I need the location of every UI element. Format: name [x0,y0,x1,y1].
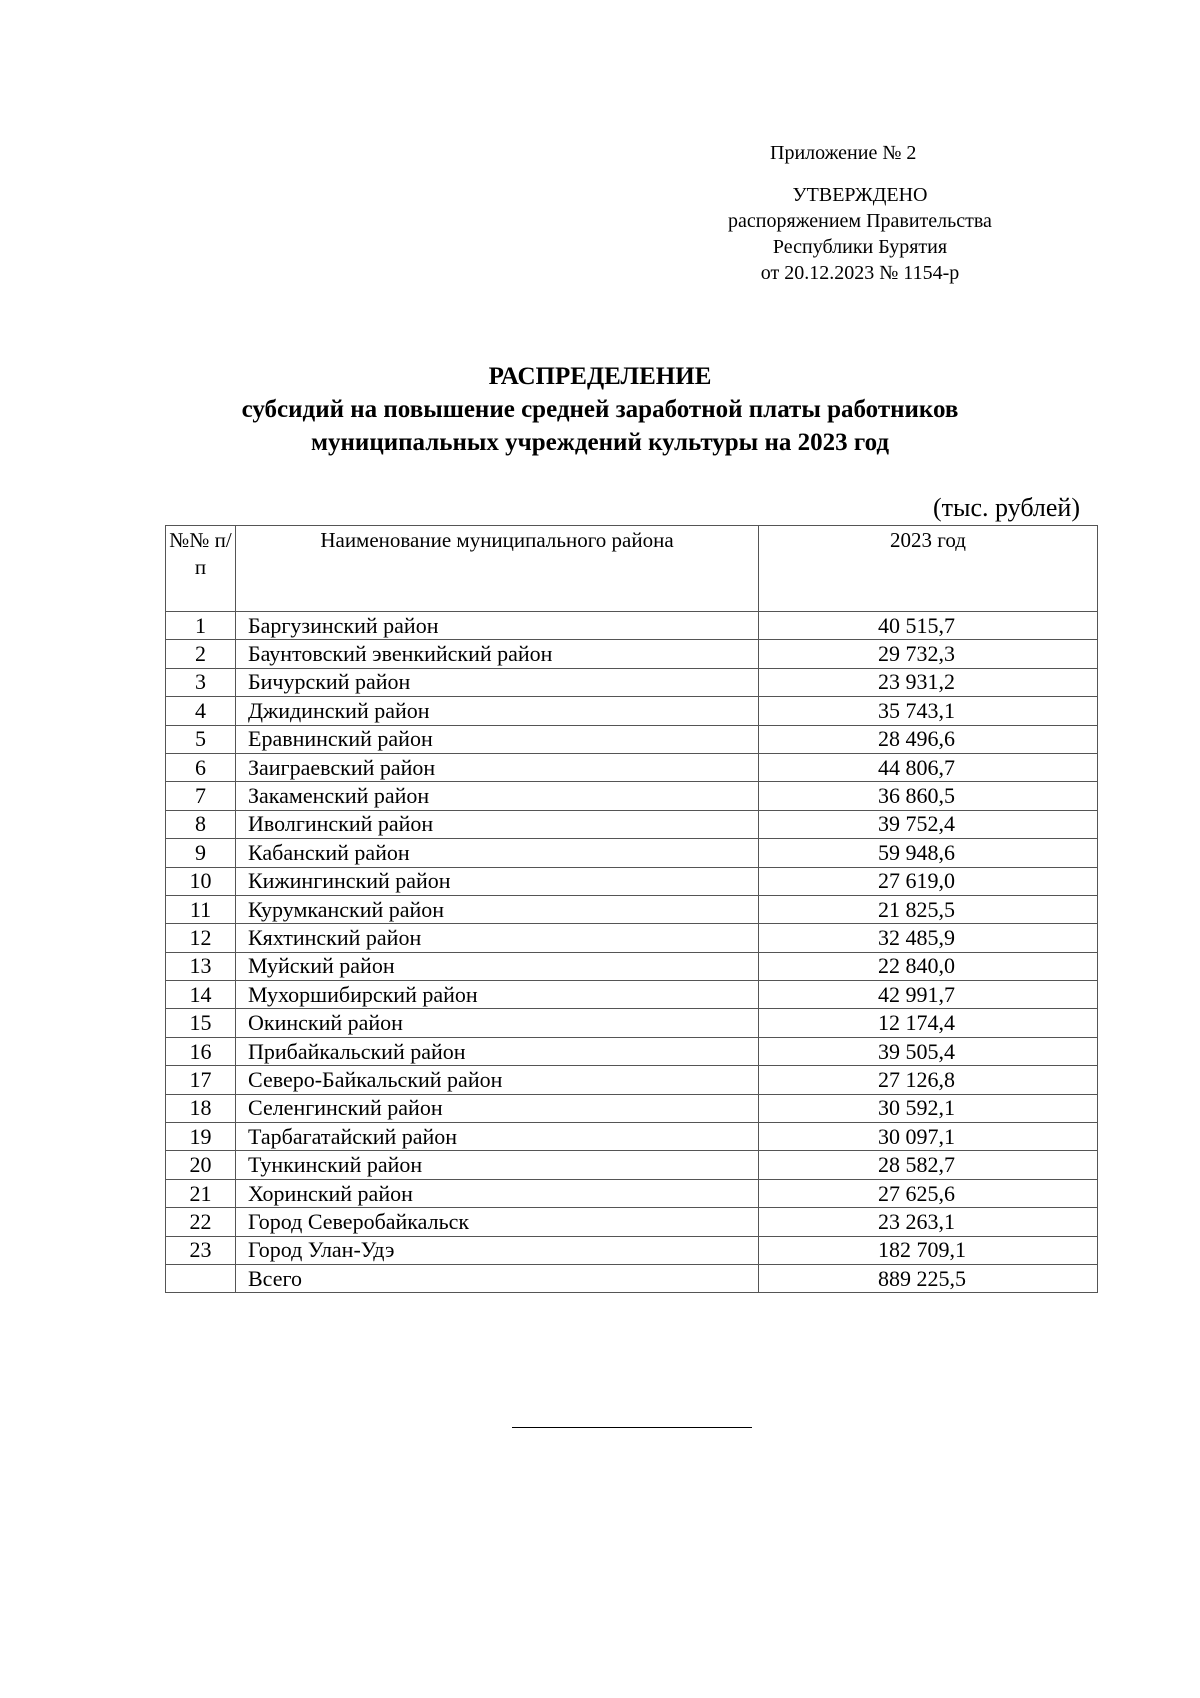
table-row [166,668,1098,696]
table-row [166,1094,1098,1122]
appendix-number: Приложение № 2 [770,142,917,164]
row-number: 16 [166,1037,236,1065]
row-number: 20 [166,1151,236,1179]
row-number: 22 [166,1208,236,1236]
subsidy-value: 28 496,6 [759,725,1098,753]
subsidy-value: 12 174,4 [759,1009,1098,1037]
district-name: Баргузинский район [236,612,759,640]
subsidy-value: 182 709,1 [759,1236,1098,1264]
subsidy-value: 39 505,4 [759,1037,1098,1065]
subsidy-value: 30 097,1 [759,1123,1098,1151]
row-number: 4 [166,697,236,725]
document-title [150,360,1050,459]
row-number: 5 [166,725,236,753]
subsidy-value: 30 592,1 [759,1094,1098,1122]
subsidy-value: 39 752,4 [759,810,1098,838]
district-name: Тункинский район [236,1151,759,1179]
total-number [166,1264,236,1292]
table-row [166,1066,1098,1094]
title-line: муниципальных учреждений культуры на 2023 год [310,429,890,456]
total-row [166,1264,1098,1292]
table-row [166,867,1098,895]
table-header-row [166,526,1098,612]
table-row [166,1123,1098,1151]
district-name: Иволгинский район [236,810,759,838]
row-number: 3 [166,668,236,696]
subsidy-value: 42 991,7 [759,981,1098,1009]
row-number: 14 [166,981,236,1009]
row-number: 8 [166,810,236,838]
header-year: 2023 год [759,526,1098,612]
table-row [166,1236,1098,1264]
units-note: (тыс. рублей) [932,493,1080,522]
row-number: 23 [166,1236,236,1264]
subsidy-value: 44 806,7 [759,753,1098,781]
district-name: Прибайкальский район [236,1037,759,1065]
district-name: Город Северобайкальск [236,1208,759,1236]
row-number: 9 [166,839,236,867]
subsidy-value: 22 840,0 [759,952,1098,980]
title-line: РАСПРЕДЕЛЕНИЕ [488,363,712,390]
table-row [166,895,1098,923]
row-number: 10 [166,867,236,895]
table-row [166,612,1098,640]
subsidy-value: 36 860,5 [759,782,1098,810]
total-value: 889 225,5 [759,1264,1098,1292]
approval-stamp [670,182,1050,286]
table-row [166,1151,1098,1179]
subsidy-value: 29 732,3 [759,640,1098,668]
header-number: №№ п/п [166,526,236,612]
district-name: Селенгинский район [236,1094,759,1122]
row-number: 7 [166,782,236,810]
district-name: Муйский район [236,952,759,980]
row-number: 15 [166,1009,236,1037]
header-name: Наименование муниципального района [236,526,759,612]
table-row [166,640,1098,668]
table-row [166,1208,1098,1236]
district-name: Окинский район [236,1009,759,1037]
subsidy-value: 27 625,6 [759,1179,1098,1207]
district-name: Курумканский район [236,895,759,923]
district-name: Заиграевский район [236,753,759,781]
district-name: Кижингинский район [236,867,759,895]
total-label: Всего [236,1264,759,1292]
district-name: Город Улан-Удэ [236,1236,759,1264]
table-row [166,952,1098,980]
approval-line: распоряжением Правительства [728,210,992,232]
table-row [166,810,1098,838]
district-name: Мухоршибирский район [236,981,759,1009]
row-number: 1 [166,612,236,640]
row-number: 21 [166,1179,236,1207]
district-name: Северо-Байкальский район [236,1066,759,1094]
subsidy-value: 32 485,9 [759,924,1098,952]
row-number: 2 [166,640,236,668]
district-name: Бичурский район [236,668,759,696]
subsidy-value: 35 743,1 [759,697,1098,725]
end-divider [512,1427,752,1428]
table-row [166,753,1098,781]
subsidy-value: 40 515,7 [759,612,1098,640]
subsidy-value: 27 619,0 [759,867,1098,895]
row-number: 6 [166,753,236,781]
subsidy-value: 28 582,7 [759,1151,1098,1179]
district-name: Тарбагатайский район [236,1123,759,1151]
subsidy-value: 23 263,1 [759,1208,1098,1236]
row-number: 12 [166,924,236,952]
row-number: 18 [166,1094,236,1122]
table-row [166,924,1098,952]
row-number: 13 [166,952,236,980]
table-row [166,1179,1098,1207]
approval-line: Республики Бурятия [772,236,948,258]
row-number: 17 [166,1066,236,1094]
district-name: Кяхтинский район [236,924,759,952]
row-number: 11 [166,895,236,923]
subsidy-value: 27 126,8 [759,1066,1098,1094]
table-row [166,697,1098,725]
row-number: 19 [166,1123,236,1151]
district-name: Хоринский район [236,1179,759,1207]
district-name: Закаменский район [236,782,759,810]
subsidy-value: 59 948,6 [759,839,1098,867]
approval-line: от 20.12.2023 № 1154-р [760,262,960,284]
table-row [166,981,1098,1009]
distribution-table [165,525,1098,1293]
table-row [166,1037,1098,1065]
table-row [166,839,1098,867]
subsidy-value: 21 825,5 [759,895,1098,923]
table-row [166,725,1098,753]
district-name: Баунтовский эвенкийский район [236,640,759,668]
district-name: Еравнинский район [236,725,759,753]
table-row [166,1009,1098,1037]
district-name: Кабанский район [236,839,759,867]
table-row [166,782,1098,810]
approval-line: УТВЕРЖДЕНО [792,184,928,206]
district-name: Джидинский район [236,697,759,725]
table-body [166,612,1098,1293]
title-line: субсидий на повышение средней заработной платы работников [241,396,959,423]
subsidy-value: 23 931,2 [759,668,1098,696]
